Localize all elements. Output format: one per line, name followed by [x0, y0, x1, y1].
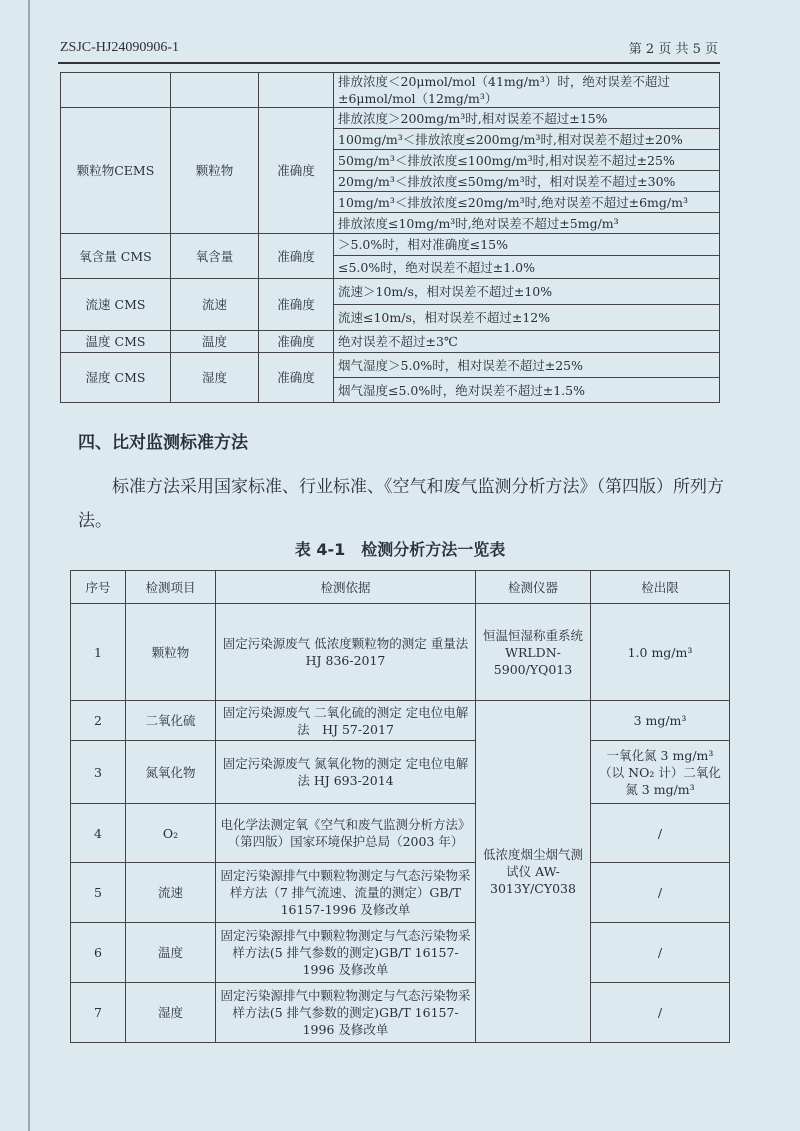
limit-cell: 1.0 mg/m³ [591, 604, 730, 701]
metric-cell: 准确度 [259, 353, 334, 403]
req-cell: ≤5.0%时，绝对误差不超过±1.0% [334, 256, 720, 279]
item-cell: 湿度 [171, 353, 259, 403]
instrument-cell: 低浓度烟尘烟气测试仪 AW-3013Y/CY038 [476, 701, 591, 1043]
limit-cell: / [591, 804, 730, 863]
header-cell: 检测仪器 [476, 571, 591, 604]
item-cell: 温度 [126, 923, 216, 983]
table-caption: 表 4-1 检测分析方法一览表 [294, 540, 506, 559]
metric-cell: 准确度 [259, 108, 334, 234]
item-cell: 流速 [126, 863, 216, 923]
metric-cell: 准确度 [259, 331, 334, 353]
method-table [70, 570, 730, 1043]
header-cell: 检测依据 [216, 571, 476, 604]
table-row [61, 108, 720, 129]
table-row [61, 279, 720, 305]
number-cell: 5 [71, 863, 126, 923]
device-cell: 颗粒物CEMS [61, 108, 171, 234]
basis-cell: 固定污染源废气 氮氧化物的测定 定电位电解法 HJ 693-2014 [216, 741, 476, 804]
device-cell: 氧含量 CMS [61, 234, 171, 279]
req-cell: 50mg/m³＜排放浓度≤100mg/m³时,相对误差不超过±25% [334, 150, 720, 171]
req-cell: 排放浓度≤10mg/m³时,绝对误差不超过±5mg/m³ [334, 213, 720, 234]
instrument-cell: 恒温恒湿称重系统 WRLDN-5900/YQ013 [476, 604, 591, 701]
table-row [61, 234, 720, 256]
number-cell: 6 [71, 923, 126, 983]
metric-cell: 准确度 [259, 234, 334, 279]
table-row [61, 353, 720, 378]
item-cell: 二氧化硫 [126, 701, 216, 741]
header-cell: 检测项目 [126, 571, 216, 604]
table-row [71, 804, 730, 863]
req-cell: 绝对误差不超过±3℃ [334, 331, 720, 353]
item-cell: 颗粒物 [171, 108, 259, 234]
req-cell: 烟气湿度＞5.0%时，相对误差不超过±25% [334, 353, 720, 378]
req-cell: 排放浓度＞200mg/m³时,相对误差不超过±15% [334, 108, 720, 129]
req-cell: ＞5.0%时，相对准确度≤15% [334, 234, 720, 256]
req-cell: 排放浓度＜20μmol/mol（41mg/m³）时，绝对误差不超过±6μmol/mol（12mg/m³） [334, 73, 720, 108]
item-cell: 颗粒物 [126, 604, 216, 701]
basis-cell: 固定污染源排气中颗粒物测定与气态污染物采样方法(5 排气参数的测定)GB/T 16157-1996 及修改单 [216, 983, 476, 1043]
item-cell: 流速 [171, 279, 259, 331]
metric-cell: 准确度 [259, 279, 334, 331]
table-row [71, 923, 730, 983]
limit-cell: / [591, 983, 730, 1043]
number-cell: 1 [71, 604, 126, 701]
limit-cell: 3 mg/m³ [591, 701, 730, 741]
limit-cell: / [591, 923, 730, 983]
page-number: 第 2 页 共 5 页 [628, 42, 718, 57]
req-cell: 烟气湿度≤5.0%时，绝对误差不超过±1.5% [334, 378, 720, 403]
number-cell: 4 [71, 804, 126, 863]
table-row [61, 331, 720, 353]
basis-cell: 固定污染源排气中颗粒物测定与气态污染物采样方法（7 排气流速、流量的测定）GB/T 16157-1996 及修改单 [216, 863, 476, 923]
accuracy-table [60, 72, 720, 403]
table-row [71, 741, 730, 804]
limit-cell: / [591, 863, 730, 923]
section-paragraph: 标准方法采用国家标准、行业标准、《空气和废气监测分析方法》（第四版）所列方法。 [78, 477, 724, 531]
device-cell: 流速 CMS [61, 279, 171, 331]
req-cell: 100mg/m³＜排放浓度≤200mg/m³时,相对误差不超过±20% [334, 129, 720, 150]
item-cell: 湿度 [126, 983, 216, 1043]
device-cell: 温度 CMS [61, 331, 171, 353]
document-number: ZSJC-HJ24090906-1 [60, 40, 180, 55]
number-cell: 3 [71, 741, 126, 804]
basis-cell: 固定污染源废气 低浓度颗粒物的测定 重量法 HJ 836-2017 [216, 604, 476, 701]
item-cell: 氮氧化物 [126, 741, 216, 804]
section-heading: 四、比对监测标准方法 [78, 433, 248, 453]
req-cell: 流速≤10m/s，相对误差不超过±12% [334, 305, 720, 331]
table-row [71, 863, 730, 923]
basis-cell: 固定污染源排气中颗粒物测定与气态污染物采样方法(5 排气参数的测定)GB/T 16157-1996 及修改单 [216, 923, 476, 983]
binding-edge [28, 0, 30, 1131]
req-cell: 10mg/m³＜排放浓度≤20mg/m³时,绝对误差不超过±6mg/m³ [334, 192, 720, 213]
table-row [71, 983, 730, 1043]
header-cell: 序号 [71, 571, 126, 604]
req-cell: 流速＞10m/s，相对误差不超过±10% [334, 279, 720, 305]
limit-cell: 一氧化氮 3 mg/m³（以 NO₂ 计）二氧化氮 3 mg/m³ [591, 741, 730, 804]
table-row [71, 604, 730, 701]
basis-cell: 电化学法测定氧《空气和废气监测分析方法》（第四版）国家环境保护总局（2003 年） [216, 804, 476, 863]
header-rule [58, 62, 720, 64]
number-cell: 7 [71, 983, 126, 1043]
item-cell: O₂ [126, 804, 216, 863]
number-cell: 2 [71, 701, 126, 741]
header-cell: 检出限 [591, 571, 730, 604]
basis-cell: 固定污染源废气 二氧化硫的测定 定电位电解法 HJ 57-2017 [216, 701, 476, 741]
table-row [71, 701, 730, 741]
device-cell: 湿度 CMS [61, 353, 171, 403]
item-cell: 氧含量 [171, 234, 259, 279]
req-cell: 20mg/m³＜排放浓度≤50mg/m³时，相对误差不超过±30% [334, 171, 720, 192]
item-cell: 温度 [171, 331, 259, 353]
